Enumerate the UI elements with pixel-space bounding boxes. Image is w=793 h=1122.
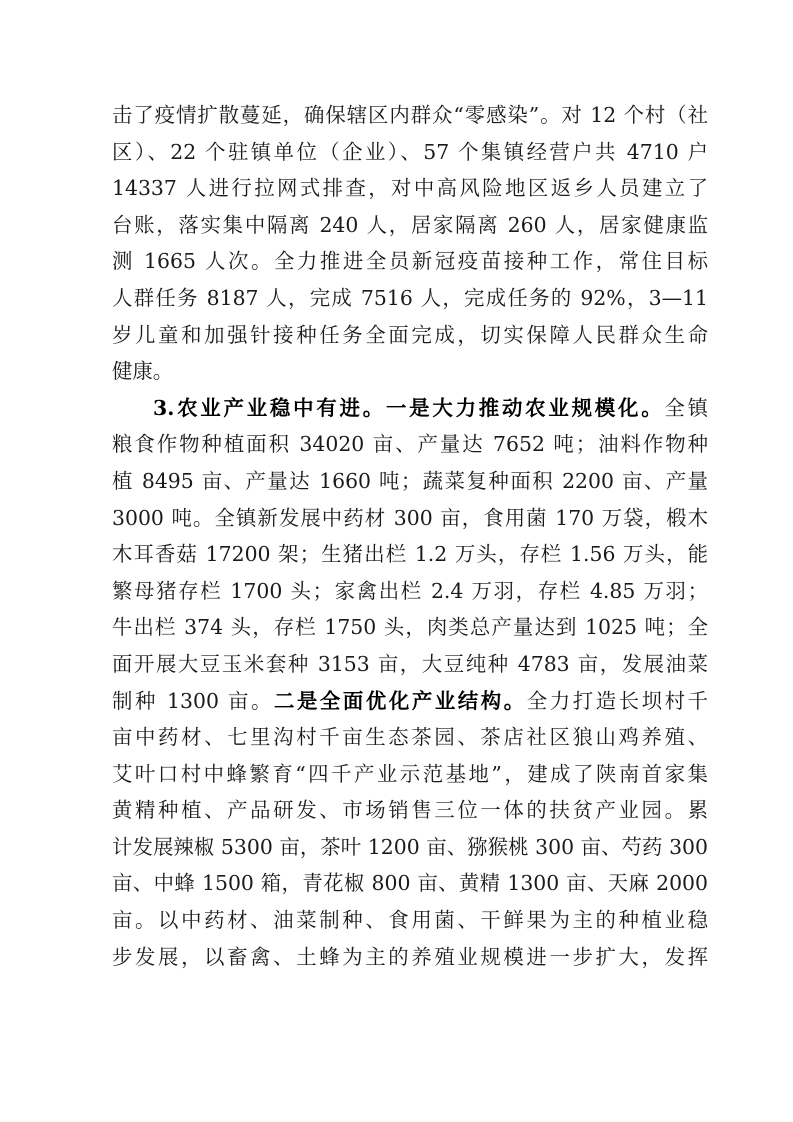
text-line: 粮食作物种植面积 34020 亩、产量达 7652 吨；油料作物种 (112, 432, 708, 457)
text-line: 测 1665 人次。全力推进全员新冠疫苗接种工作，常住目标 (112, 249, 708, 274)
body-text (112, 97, 708, 975)
section-heading-line (112, 390, 708, 427)
text-span: 制种 1300 亩。 (112, 688, 274, 713)
text-line: 亩。以中药材、油菜制种、食用菌、干鲜果为主的种植业稳 (112, 908, 708, 933)
text-line: 击了疫情扩散蔓延，确保辖区内群众“零感染”。对 12 个村（社 (112, 103, 708, 127)
text-line: 人群任务 8187 人，完成 7516 人，完成任务的 92%，3—11 (112, 285, 708, 310)
text-line: 黄精种植、产品研发、市场销售三位一体的扶贫产业园。累 (112, 798, 708, 823)
text-line: 步发展，以畜禽、土蜂为主的养殖业规模进一步扩大，发挥 (112, 944, 708, 969)
subheading-scale: 一是大力推动农业规模化。 (385, 395, 665, 420)
text-line: 木耳香菇 17200 架；生猪出栏 1.2 万头，存栏 1.56 万头，能 (112, 542, 708, 567)
text-line: 计发展辣椒 5300 亩，茶叶 1200 亩、猕猴桃 300 亩、芍药 300 (112, 834, 708, 859)
text-line: 岁儿童和加强针接种任务全面完成，切实保障人民群众生命 (112, 322, 708, 347)
text-line: 繁母猪存栏 1700 头；家禽出栏 2.4 万羽，存栏 4.85 万羽； (112, 578, 708, 603)
subheading-structure: 二是全面优化产业结构。 (273, 688, 527, 713)
text-line: 健康。 (112, 359, 174, 384)
text-line: 植 8495 亩、产量达 1660 吨；蔬菜复种面积 2200 亩、产量 (112, 468, 708, 493)
text-span: 全力打造长坝村千 (526, 688, 708, 713)
text-line: 面开展大豆玉米套种 3153 亩，大豆纯种 4783 亩，发展油菜 (112, 651, 708, 676)
text-line: 亩、中蜂 1500 箱，青花椒 800 亩、黄精 1300 亩、天麻 2000 (112, 871, 708, 896)
text-line: 14337 人进行拉网式排查，对中高风险地区返乡人员建立了 (112, 176, 708, 201)
text-line: 牛出栏 374 头，存栏 1750 头，肉类总产量达到 1025 吨；全 (112, 615, 708, 640)
text-line: 3000 吨。全镇新发展中药材 300 亩，食用菌 170 万袋，椴木 (112, 505, 708, 530)
text-line: 台账，落实集中隔离 240 人，居家隔离 260 人，居家健康监 (112, 212, 708, 237)
section-heading: 3.农业产业稳中有进。 (153, 395, 386, 420)
text-line-with-subheading (112, 683, 708, 720)
text-line: 艾叶口村中蜂繁育“四千产业示范基地”，建成了陕南首家集 (112, 761, 708, 786)
text-line: 区）、22 个驻镇单位（企业）、57 个集镇经营户共 4710 户 (112, 139, 708, 164)
text-span: 全镇 (664, 395, 708, 420)
text-line: 亩中药材、七里沟村千亩生态茶园、茶店社区狼山鸡养殖、 (112, 725, 708, 750)
